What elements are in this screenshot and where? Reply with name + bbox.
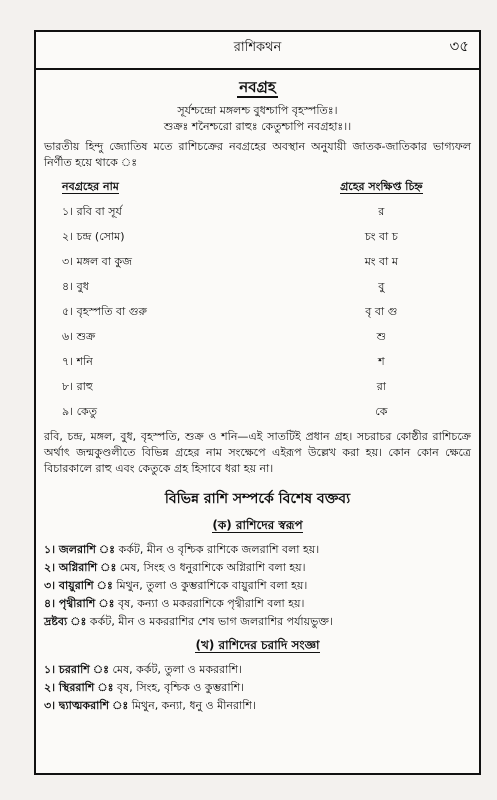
verse-line-1: সূর্যশ্চন্দ্রো মঙ্গলশ্চ বুধশ্চাপি বৃহস্পতিঃ। — [177, 104, 338, 117]
list-item-term: ১। জলরাশি ঃ — [44, 543, 116, 556]
list-item-text: কর্কট, মীন ও বৃশ্চিক রাশিকে জলরাশি বলা হয়। — [115, 543, 320, 556]
book-page — [34, 30, 481, 775]
planet-name: ৪। বুধ — [62, 280, 89, 293]
planet-symbol: শ — [378, 355, 385, 368]
subheading-a: (ক) রাশিদের স্বরূপ — [212, 518, 303, 532]
list-item-text: মেষ, সিংহ ও ধনুরাশিকে অগ্নিরাশি বলা হয়। — [116, 561, 306, 574]
planet-symbol: শু — [376, 330, 387, 343]
intro-paragraph: ভারতীয় হিন্দু জ্যোতিষ মতে রাশিচক্রের নবগ্রহের অবস্থান অনুযায়ী জাতক-জাতিকার ভাগ্যফল নির্ণীত হয়ে থাকে ঃ — [44, 140, 471, 169]
planet-row — [44, 300, 471, 325]
list-item — [44, 697, 471, 715]
planet-name: ৭। শনি — [62, 355, 93, 368]
planet-row — [44, 225, 471, 250]
planet-symbol: মং বা ম — [364, 255, 398, 268]
list-item-term: ২। অগ্নিরাশি ঃ — [44, 561, 117, 574]
list-b — [44, 661, 471, 715]
page-number: ৩৫ — [449, 37, 469, 55]
planet-name: ৬। শুক্র — [62, 330, 96, 343]
rashi-section-heading: বিভিন্ন রাশি সম্পর্কে বিশেষ বক্তব্য — [164, 491, 351, 507]
planet-table — [44, 175, 471, 425]
list-item-text: মেষ, কর্কট, তুলা ও মকররাশি। — [109, 663, 242, 676]
note — [44, 613, 471, 631]
list-item — [44, 541, 471, 559]
planet-symbol: র — [378, 205, 385, 218]
list-item-term: ৩। বায়ুরাশি ঃ — [44, 579, 113, 592]
subheading-b: (খ) রাশিদের চরাদি সংজ্ঞা — [195, 638, 320, 652]
planet-symbol: রা — [376, 380, 386, 393]
list-item — [44, 679, 471, 697]
planet-symbol: কে — [375, 405, 388, 418]
planet-row — [44, 200, 471, 225]
planet-table-header — [44, 175, 471, 200]
planet-row — [44, 400, 471, 425]
verse-line-2: শুক্রঃ শনৈশ্চরো রাহুঃ কেতুশ্চাপি নবগ্রহাঃ।। — [163, 120, 352, 133]
list-item-text: বৃষ, কন্যা ও মকররাশিকে পৃথ্বীরাশি বলা হয়। — [114, 597, 305, 610]
planet-row — [44, 350, 471, 375]
running-title: রাশিকথন — [233, 40, 282, 55]
col-name-header: নবগ্রহের নাম — [62, 180, 119, 193]
note-text: কর্কট, মীন ও মকররাশির শেষ ভাগ জলরাশির পর্যায়ভুক্ত। — [86, 615, 333, 628]
planet-symbol: চং বা চ — [364, 230, 398, 243]
planet-row — [44, 325, 471, 350]
planet-name: ২। চন্দ্র (সোম) — [62, 230, 125, 243]
col-symbol-header: গ্রহের সংক্ষিপ্ত চিহ্ন — [340, 180, 423, 193]
list-item-term: ২। স্থিররাশি ঃ — [44, 681, 114, 694]
list-item-term: ১। চররাশি ঃ — [44, 663, 109, 676]
list-item-term: ৪। পৃথ্বীরাশি ঃ — [44, 597, 115, 610]
planet-row — [44, 375, 471, 400]
planet-row — [44, 275, 471, 300]
planet-row — [44, 250, 471, 275]
planet-name: ১। রবি বা সূর্য — [62, 205, 122, 218]
list-item-text: বৃষ, সিংহ, বৃশ্চিক ও কুম্ভরাশি। — [113, 681, 245, 694]
page-header — [36, 32, 479, 70]
planet-name: ৮। রাহু — [62, 380, 93, 393]
list-item-text: মিথুন, তুলা ও কুম্ভরাশিকে বায়ুরাশি বলা হয়। — [112, 579, 308, 592]
list-item — [44, 595, 471, 613]
list-item-text: মিথুন, কন্যা, ধনু ও মীনরাশি। — [128, 699, 256, 712]
planet-name: ৯। কেতু — [62, 405, 97, 418]
list-item-term: ৩। দ্ব্যাত্মকরাশি ঃ — [44, 699, 129, 712]
list-item — [44, 661, 471, 679]
note-term: দ্রষ্টব্য ঃ — [44, 615, 87, 628]
page-content — [36, 70, 479, 715]
list-a — [44, 541, 471, 613]
closing-paragraph: রবি, চন্দ্র, মঙ্গল, বুধ, বৃহস্পতি, শুক্র ও শনি—এই সাতটিই প্রধান গ্রহ। সচরাচর কোষ্ঠীর রাশিচক্রে অর্থাৎ জন্মকুণ্ডলীতে বিভিন্ন গ্রহের নাম সংক্ষেপে এইরূপ উল্লেখ করা হয়। কোন কোন ক্ষেত্রে বিচারকালে রাহু এবং কেতুকে গ্রহ হিসাবে ধরা হয় না। — [44, 430, 471, 475]
planet-name: ৫। বৃহস্পতি বা গুরু — [62, 305, 147, 318]
planet-symbol: বু — [378, 280, 385, 293]
planet-name: ৩। মঙ্গল বা কুজ — [62, 255, 133, 268]
list-item — [44, 559, 471, 577]
navagraha-heading: নবগ্রহ — [239, 78, 276, 96]
planet-symbol: বৃ বা গু — [365, 305, 398, 318]
list-item — [44, 577, 471, 595]
